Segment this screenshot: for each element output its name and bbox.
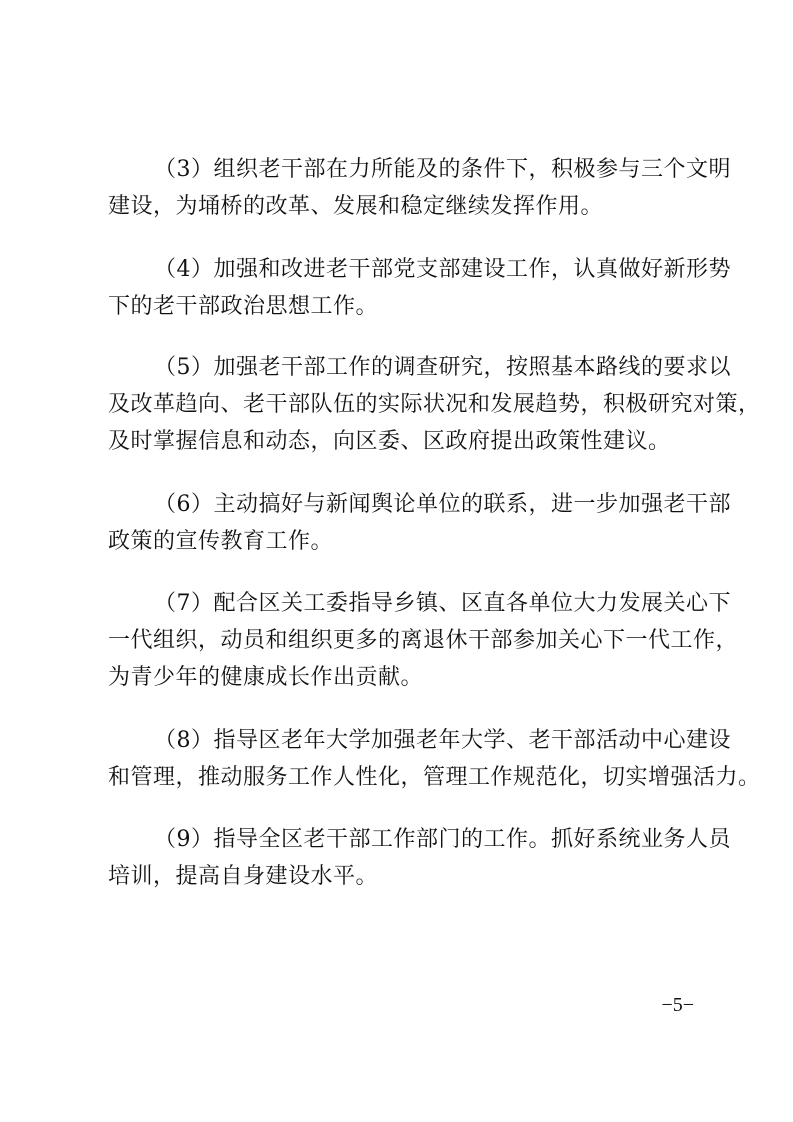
paragraph-item-4 <box>108 251 731 325</box>
paragraph-line: 及时掌握信息和动态，向区委、区政府提出政策性建议。 <box>108 429 671 454</box>
paragraph-line: （9）指导全区老干部工作部门的工作。抓好系统业务人员 <box>154 827 731 852</box>
paragraph-line: （4）加强和改进老干部党支部建设工作，认真做好新形势 <box>154 257 731 282</box>
paragraph-item-9 <box>108 821 731 895</box>
paragraph-item-6 <box>108 486 731 560</box>
paragraph-line: （8）指导区老年大学加强老年大学、老干部活动中心建设 <box>154 728 731 753</box>
paragraph-line: （5）加强老干部工作的调查研究，按照基本路线的要求以 <box>154 355 731 380</box>
paragraph-line: 和管理，推动服务工作人性化，管理工作规范化，切实增强活力。 <box>108 765 761 790</box>
paragraph-line: （3）组织老干部在力所能及的条件下，积极参与三个文明 <box>154 157 731 182</box>
paragraph-line: （7）配合区关工委指导乡镇、区直各单位大力发展关心下 <box>154 591 731 616</box>
paragraph-line: 培训，提高自身建设水平。 <box>108 864 379 889</box>
paragraph-line: 政策的宣传教育工作。 <box>108 529 334 554</box>
paragraph-line: 一代组织，动员和组织更多的离退休干部参加关心下一代工作， <box>108 628 739 653</box>
paragraph-line: 及改革趋向、老干部队伍的实际状况和发展趋势，积极研究对策， <box>108 392 761 417</box>
paragraph-line: 下的老干部政治思想工作。 <box>108 294 379 319</box>
paragraph-line: （6）主动搞好与新闻舆论单位的联系，进一步加强老干部 <box>154 492 731 517</box>
paragraph-line: 建设，为埇桥的改革、发展和稳定继续发挥作用。 <box>108 194 604 219</box>
paragraph-item-8 <box>108 722 761 796</box>
paragraph-item-7 <box>108 585 739 696</box>
paragraph-line: 为青少年的健康成长作出贡献。 <box>108 665 424 690</box>
paragraph-item-5 <box>108 349 761 460</box>
page-number: −5− <box>661 994 694 1016</box>
paragraph-item-3 <box>108 151 731 225</box>
